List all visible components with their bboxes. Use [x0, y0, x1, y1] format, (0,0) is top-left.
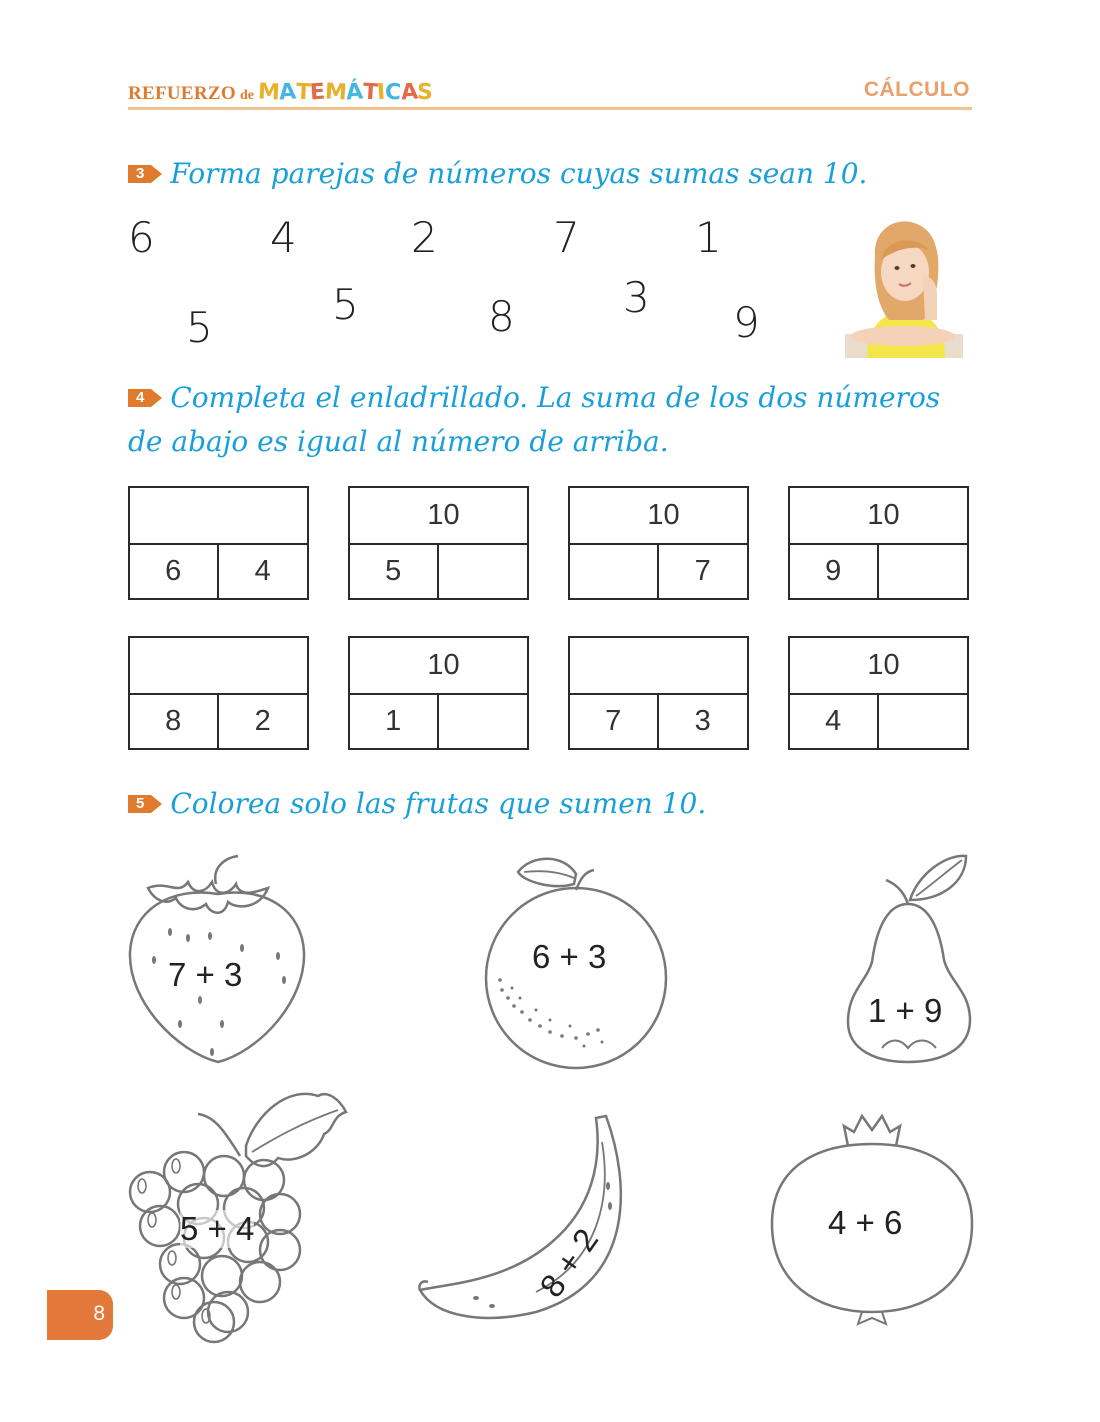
title-letter: A [399, 79, 419, 106]
brick-puzzle [348, 636, 529, 750]
page-number: 8 [93, 1302, 105, 1325]
page-number-tab [47, 1290, 113, 1340]
exercise-4-badge [128, 389, 162, 407]
fruit-sum-label: 6 + 3 [532, 938, 607, 975]
fruit-sum-label: 7 + 3 [168, 956, 243, 993]
brick-bottom-right-cell[interactable]: 3 [694, 705, 711, 737]
brick-top-cell[interactable] [130, 638, 307, 695]
strawberry-drawing[interactable] [128, 852, 308, 1066]
brick-top-cell[interactable]: 10 [350, 638, 527, 695]
section-title: CÁLCULO [863, 78, 970, 101]
title-letter: I [376, 79, 386, 106]
brick-bottom-left-cell[interactable]: 6 [130, 545, 219, 598]
brick-bottom-right-cell[interactable] [439, 545, 528, 598]
banana-icon [416, 1112, 636, 1332]
title-letter: M [324, 79, 347, 106]
exercise-4-instruction-line-1: Completa el enladrillado. La suma de los dos números [170, 381, 941, 414]
title-letter: C [384, 79, 402, 106]
brick-puzzle [788, 636, 969, 750]
brick-bottom-left-cell[interactable]: 8 [130, 695, 219, 748]
brick-bottom-right-cell[interactable]: 4 [254, 555, 271, 587]
pear-icon [846, 852, 972, 1064]
brick-top-cell[interactable]: 10 [350, 488, 527, 545]
book-title-matematicas [258, 80, 433, 105]
fruit-sum-label: 1 + 9 [868, 992, 943, 1029]
brick-bottom-left-cell[interactable]: 7 [570, 695, 659, 748]
arrow-icon [151, 795, 162, 813]
number-item: 3 [623, 273, 650, 322]
brick-top-cell[interactable] [130, 488, 307, 545]
exercise-5-heading [128, 782, 706, 825]
number-item: 1 [695, 213, 722, 262]
number-item: 8 [488, 292, 515, 341]
exercise-4-heading [128, 376, 940, 419]
title-letter: E [309, 79, 326, 106]
brick-top-cell[interactable]: 10 [790, 638, 967, 695]
orange-drawing[interactable] [484, 850, 668, 1070]
brick-bottom-right-cell[interactable]: 2 [254, 705, 271, 737]
exercise-3-heading [128, 152, 867, 195]
number-item: 4 [270, 213, 297, 262]
exercise-4-number: 4 [128, 389, 151, 407]
brick-top-cell[interactable]: 10 [790, 488, 967, 545]
grapes-drawing[interactable] [128, 1086, 350, 1346]
brick-puzzle [568, 636, 749, 750]
title-letter: S [416, 79, 434, 106]
fruit-sum-label: 5 + 4 [180, 1210, 255, 1247]
pomegranate-drawing[interactable] [770, 1112, 974, 1328]
brick-bottom-left-cell[interactable] [570, 545, 659, 598]
number-item: 5 [332, 280, 359, 329]
fruit-sum-label: 8 + 2 [532, 1221, 606, 1304]
title-letter: T [295, 79, 312, 106]
header-divider [128, 107, 972, 110]
exercise-5-number: 5 [128, 795, 151, 813]
brick-bottom-left-cell[interactable]: 4 [790, 695, 879, 748]
exercise-3-instruction: Forma parejas de números cuyas sumas sean 10. [170, 157, 868, 190]
number-item: 2 [411, 213, 438, 262]
book-title-refuerzo: REFUERZO [128, 83, 236, 104]
title-letter: T [362, 79, 379, 106]
number-item: 9 [733, 298, 760, 347]
banana-drawing[interactable] [416, 1112, 636, 1332]
exercise-3-number: 3 [128, 165, 151, 183]
brick-top-cell[interactable]: 10 [570, 488, 747, 545]
brick-bottom-left-cell[interactable]: 9 [790, 545, 879, 598]
brick-top-cell[interactable] [570, 638, 747, 695]
arrow-icon [151, 165, 162, 183]
number-item: 7 [553, 213, 580, 262]
pear-drawing[interactable] [846, 852, 972, 1064]
title-letter: A [278, 79, 297, 106]
exercise-5-badge [128, 795, 162, 813]
brick-puzzle [568, 486, 749, 600]
title-letter: Á [345, 79, 364, 106]
number-item: 5 [186, 303, 213, 352]
brick-puzzle [128, 636, 309, 750]
brick-bottom-left-cell[interactable]: 1 [350, 695, 439, 748]
brick-bottom-right-cell[interactable] [879, 545, 968, 598]
brick-bottom-right-cell[interactable]: 7 [694, 555, 711, 587]
thinking-girl-photo [845, 216, 963, 358]
title-letter: M [257, 79, 281, 106]
arrow-icon [151, 389, 162, 407]
book-title [128, 80, 433, 105]
brick-bottom-right-cell[interactable] [879, 695, 968, 748]
brick-puzzle [788, 486, 969, 600]
number-item: 6 [128, 213, 155, 262]
book-title-de: de [239, 88, 254, 103]
brick-puzzle [128, 486, 309, 600]
brick-bottom-right-cell[interactable] [439, 695, 528, 748]
exercise-3-badge [128, 165, 162, 183]
brick-bottom-left-cell[interactable]: 5 [350, 545, 439, 598]
fruit-sum-label: 4 + 6 [828, 1204, 903, 1241]
exercise-4-instruction-line-2: de abajo es igual al número de arriba. [128, 425, 669, 458]
brick-puzzle [348, 486, 529, 600]
exercise-5-instruction: Colorea solo las frutas que sumen 10. [170, 787, 707, 820]
